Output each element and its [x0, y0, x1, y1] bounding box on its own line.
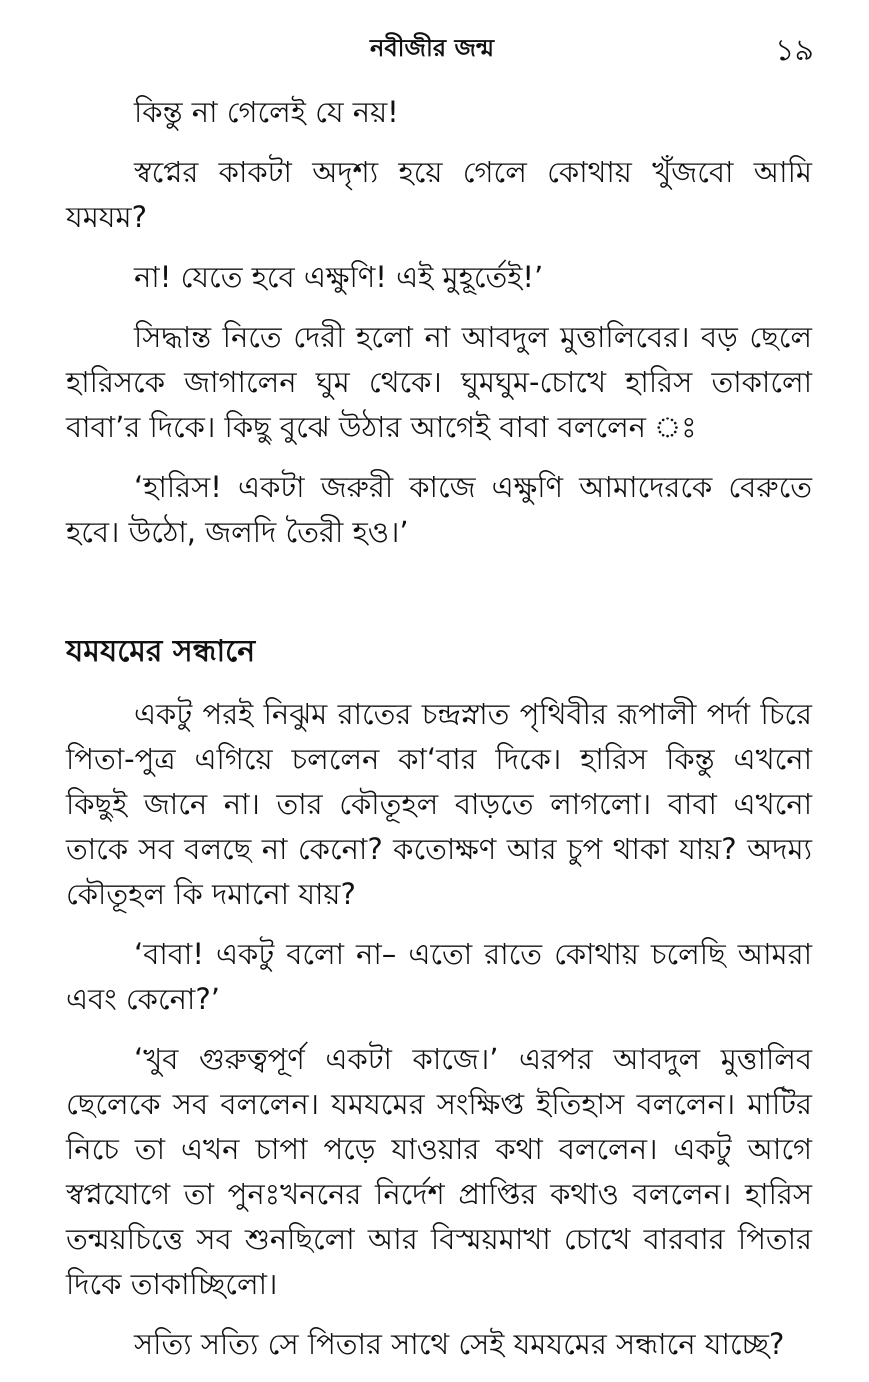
paragraph: কিন্তু না গেলেই যে নয়!	[134, 95, 399, 129]
section-heading: যমযমের সন্ধানে	[66, 634, 256, 669]
paragraph: সত্যি সত্যি সে পিতার সাথে সেই যমযমের সন্ধানে যাচ্ছে?	[134, 1327, 785, 1361]
chapter-title: নবীজীর জন্ম	[370, 34, 495, 62]
paragraph: ‘খুব গুরুত্বপূর্ণ একটা কাজে।’ এরপর আবদুল মুত্তালিব ছেলেকে সব বললেন। যমযমের সংক্ষিপ্ত ইতিহাস বললেন। মাটির নিচে তা এখন চাপা পড়ে যাওয়ার কথা বললেন। একটু আগে স্বপ্নযোগে তা পুনঃখননের নির্দেশ প্রাপ্তির কথাও বললেন। হারিস তন্ময়চিত্তে সব শুনছিলো আর বিস্ময়মাখা চোখে বারবার পিতার দিকে তাকাচ্ছিলো।	[66, 1042, 812, 1301]
paragraph: সিদ্ধান্ত নিতে দেরী হলো না আবদুল মুত্তালিবের। বড় ছেলে হারিসকে জাগালেন ঘুম থেকে। ঘুমঘুম-চোখে হারিস তাকালো বাবা’র দিকে। কিছু বুঝে উঠার আগেই বাবা বললেন ঃ	[66, 320, 812, 444]
page-number: ১৯	[775, 33, 814, 68]
paragraph: ‘হারিস! একটা জরুরী কাজে এক্ষুণি আমাদেরকে বেরুতে হবে। উঠো, জলদি তৈরী হও।’	[66, 470, 812, 549]
body-text	[66, 90, 812, 1382]
paragraph: স্বপ্নের কাকটা অদৃশ্য হয়ে গেলে কোথায় খুঁজবো আমি যমযম?	[66, 155, 812, 234]
paragraph: ‘বাবা! একটু বলো না– এতো রাতে কোথায় চলেছি আমরা এবং কেনো?’	[66, 937, 812, 1016]
paragraph: না! যেতে হবে এক্ষুণি! এই মুহূর্তেই!’	[134, 260, 544, 294]
paragraph: একটু পরই নিঝুম রাতের চন্দ্রস্নাত পৃথিবীর রূপালী পর্দা চিরে পিতা-পুত্র এগিয়ে চললেন কা‘বার দিকে। হারিস কিন্তু এখনো কিছুই জানে না। তার কৌতূহল বাড়তে লাগলো। বাবা এখনো তাকে সব বলছে না কেনো? কতোক্ষণ আর চুপ থাকা যায়? অদম্য কৌতূহল কি দমানো যায়?	[66, 697, 812, 911]
running-header	[0, 30, 869, 70]
